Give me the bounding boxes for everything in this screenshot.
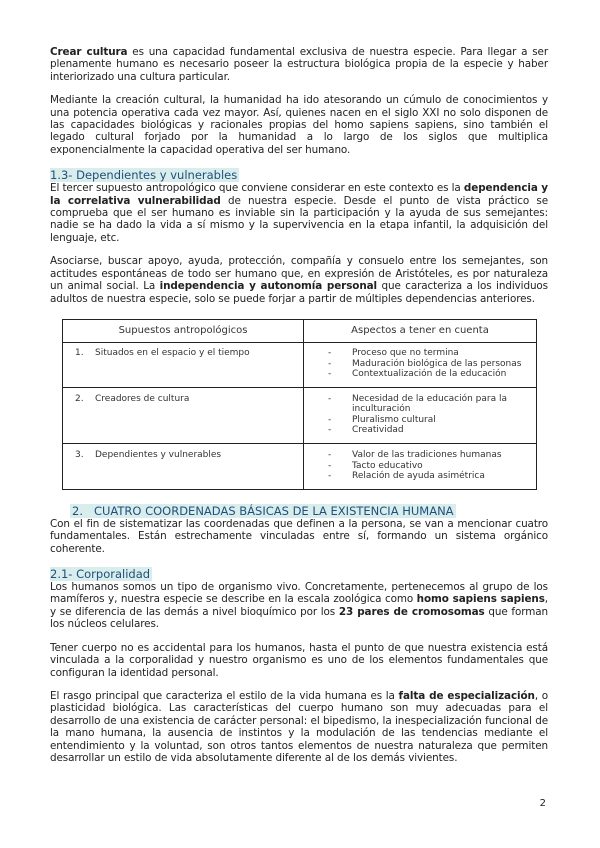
table-header-row (63, 319, 537, 342)
dash-bullet: - (328, 471, 332, 482)
table-row (63, 342, 537, 387)
table-row (63, 387, 537, 443)
bold-term: Crear cultura (50, 46, 128, 58)
bold-term: 23 pares de cromosomas (338, 605, 485, 618)
dash-bullet: - (328, 425, 332, 436)
list-item: - Relación de ayuda asimétrica (310, 471, 530, 482)
list-item: - Necesidad de la educación para la inculturación (310, 394, 530, 415)
list-item: - Pluralismo cultural (310, 415, 530, 426)
bold-term: independencia y autonomía personal (159, 280, 378, 293)
row-number: 1. (75, 347, 84, 358)
bold-term: falta de especialización (398, 689, 535, 702)
dash-bullet: - (328, 393, 332, 404)
dash-bullet: - (328, 460, 332, 471)
bold-term: homo sapiens sapiens (416, 593, 545, 606)
section-heading-2: 2. CUATRO COORDENADAS BÁSICAS DE LA EXISTENCIA HUMANA (72, 503, 454, 518)
list-item: - Contextualización de la educación (310, 369, 530, 380)
table-row (63, 444, 537, 490)
row-label: Creadores de cultura (95, 393, 190, 404)
paragraph-crear-cultura (50, 46, 548, 83)
anthropological-table (62, 319, 537, 490)
row-label: Situados en el espacio y el tiempo (95, 347, 250, 358)
table-header-supuestos: Supuestos antropológicos (63, 319, 304, 342)
section-heading-2-1: 2.1- Corporalidad (50, 567, 151, 582)
paragraph-asociarse: Asociarse, buscar apoyo, ayuda, protección, compañía y consuelo entre los semejantes, son actitudes espontáneas de todo ser humano que, en expresión de Aristóteles, es por naturaleza un animal social. La independencia y autonomía personal que caracteriza a los individuos adultos de nuestra especie, solo se puede forjar a partir de múltiples dependencias anteriores. (50, 255, 548, 305)
paragraph-especializacion: El rasgo principal que caracteriza el estilo de la vida humana es la falta de especialización, o plasticidad biológica. Las características del cuerpo humano son muy adecuadas para el desarrollo de una existencia de carácter personal: el bipedismo, la inespecialización funcional de la mano humana, la ausencia de instintos y la modulación de las tendencias mediante el entendimiento y la voluntad, son otros tantos elementos de nuestra naturaleza que permiten desarrollar un estilo de vida absolutamente diferente al de los demás vivientes. (50, 689, 548, 764)
row-number: 2. (75, 393, 84, 404)
dash-bullet: - (328, 450, 332, 461)
row-number: 3. (75, 450, 84, 461)
list-item: - Proceso que no termina (310, 348, 530, 359)
paragraph-cuerpo: Tener cuerpo no es accidental para los humanos, hasta el punto de que nuestra existencia está vinculada a la corporalidad y nuestro organismo es uno de los elementos fundamentales que configuran la identidad personal. (50, 641, 548, 679)
paragraph-creacion-cultural: Mediante la creación cultural, la humanidad ha ido atesorando un cúmulo de conocimientos y una potencia operativa cada vez mayor. Así, quienes nacen en el siglo XXI no solo disponen de las capacidades biológicas y racionales propias del homo sapiens sapiens, sino también el legado cultural forjado por la humanidad a lo largo de los siglos que multiplica exponencialmente la capacidad operativa del ser humano. (50, 94, 548, 156)
page-number: 2 (539, 798, 546, 809)
list-item: - Tacto educativo (310, 461, 530, 472)
dash-bullet: - (328, 414, 332, 425)
list-item: - Creatividad (310, 425, 530, 436)
table-header-aspectos: Aspectos a tener en cuenta (304, 319, 537, 342)
row-label: Dependientes y vulnerables (95, 450, 222, 461)
dash-bullet: - (328, 347, 332, 358)
list-item: - Valor de las tradiciones humanas (310, 450, 530, 461)
list-item: - Maduración biológica de las personas (310, 359, 530, 370)
dash-bullet: - (328, 358, 332, 369)
bold-term: dependencia y la correlativa vulnerabilidad (50, 182, 548, 207)
dash-bullet: - (328, 369, 332, 380)
paragraph-organismo: Los humanos somos un tipo de organismo vivo. Concretamente, pertenecemos al grupo de los mamíferos y, nuestra especie se describe en la escala zoológica como homo sapiens sapiens, y se diferencia de las demás a nivel bioquímico por los 23 pares de cromosomas que forman los núcleos celulares. (50, 581, 548, 631)
paragraph-dependencia: El tercer supuesto antropológico que conviene considerar en este contexto es la dependencia y la correlativa vulnerabilidad de nuestra especie. Desde el punto de vista práctico se comprueba que el ser humano es inviable sin la participación y la ayuda de sus semejantes: nadie se ha dado la vida a sí mismo y la supervivencia en la etapa infantil, la adquisición del lenguaje, etc. (50, 182, 549, 244)
text-run: es una capacidad fundamental exclusiva de nuestra especie. Para llegar a ser plenamente humano es necesario poseer la estructura biológica propia de la especie y haber interiorizado una cultura particular. (50, 46, 548, 83)
paragraph-coordenadas: Con el fin de sistematizar las coordenadas que definen a la persona, se van a mencionar cuatro fundamentales. Están estrechamente vinculadas entre sí, formando un sistema orgánico coherente. (50, 517, 548, 555)
section-heading-1-3: 1.3- Dependientes y vulnerables (50, 168, 238, 183)
document-body (50, 46, 548, 764)
